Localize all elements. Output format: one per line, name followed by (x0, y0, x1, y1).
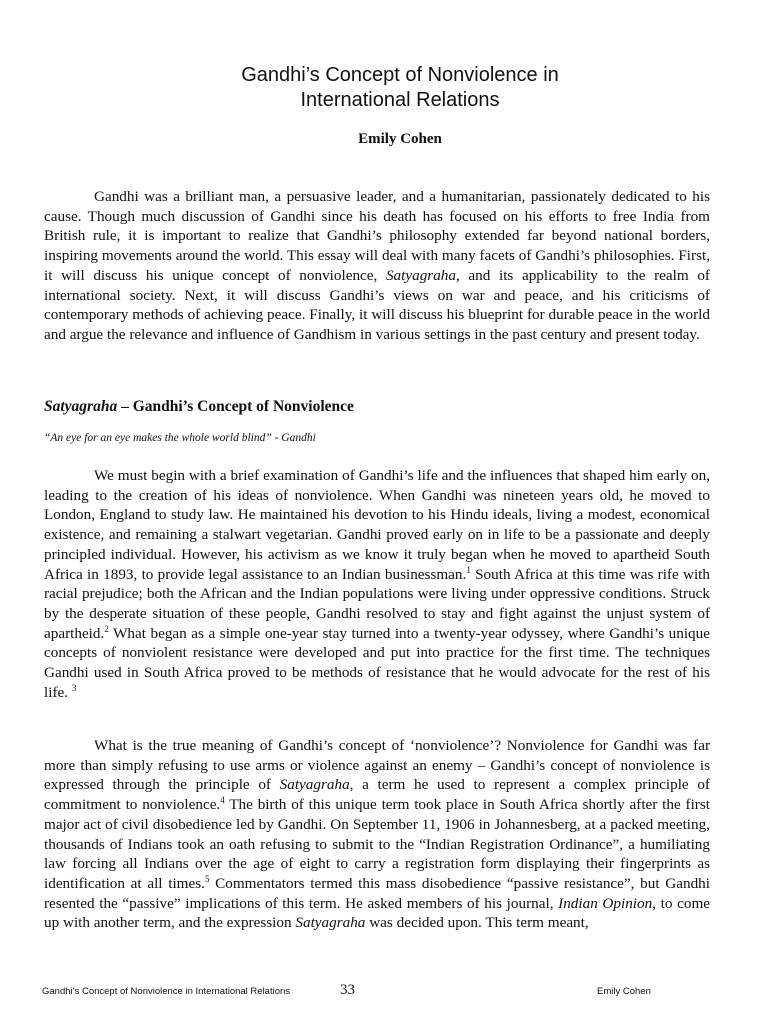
epigraph-quote: “An eye for an eye makes the whole world blind” - Gandhi (44, 432, 316, 444)
page-title (140, 63, 660, 113)
page-number: 33 (340, 982, 355, 998)
satyagraha-term: Satyagraha (385, 266, 456, 284)
section-heading: Satyagraha – Gandhi’s Concept of Nonviolence (44, 398, 354, 415)
footer-author: Emily Cohen (597, 986, 651, 997)
footnote-ref-4: 4 (220, 795, 225, 806)
intro-paragraph: Gandhi was a brilliant man, a persuasive leader, and a humanitarian, passionately dedicated to his cause. Though much discussion of Gandhi since his death has focused on his efforts to free India from British rule, it is important to realize that Gandhi’s philosophy extended far beyond national borders, inspiring movements around the world. This essay will deal with many facets of Gandhi’s philosophies. First, it will discuss his unique concept of nonviolence, Satyagraha, and its applicability to the realm of international society. Next, it will discuss Gandhi’s views on war and peace, and his criticisms of contemporary methods of achieving peace. Finally, it will discuss his blueprint for durable peace in the world and argue the relevance and influence of Gandhism in various settings in the past century and present today. (44, 188, 710, 343)
footer-running-title: Gandhi’s Concept of Nonviolence in International Relations (42, 986, 291, 997)
footnote-ref-3: 3 (71, 682, 77, 693)
author-name: Emily Cohen (358, 131, 442, 147)
footnote-ref-1: 1 (466, 564, 471, 575)
body-paragraph-3: What is the true meaning of Gandhi’s concept of ‘nonviolence’? Nonviolence for Gandhi was far more than simply refusing to use arms or violence against an enemy – Gandhi’s concept of nonviolence is expressed through the principle of Satyagraha, a term he used to represent a complex principle of commitment to nonviolence.$^4$ The birth of this unique term took place in South Africa shortly after the first major act of civil disobedience led by Gandhi. On September 11, 1906 in Johannesberg, at a packed meeting, thousands of Indians took an oath refusing to submit to the “Indian Registration Ordinance”, a humiliating law forcing all Indians over the age of eight to carry a registration form displaying their fingerprints as identification at all times.$^5$ Commentators termed this mass disobedience “passive resistance”, but Gandhi resented the “passive” implications of this term. He asked members of his journal, Indian Opinion, to come up with another term, and the expression Satyagraha was decided upon. This term meant, (44, 737, 710, 932)
footnote-ref-2: 2 (104, 623, 109, 634)
footnote-ref-5: 5 (204, 873, 210, 884)
title-line-2: International Relations (300, 89, 500, 111)
body-paragraph-2: We must begin with a brief examination of Gandhi’s life and the influences that shaped him early on, leading to the creation of his ideas of nonviolence. When Gandhi was nineteen years old, he moved to London, England to study law. He maintained his devotion to his Hindu ideals, living a modest, economical existence, and remaining a stalwart vegetarian. Gandhi proved early on in life to be a passionate and deeply principled individual. However, his activism as we know it truly began when he moved to apartheid South Africa in 1893, to provide legal assistance to an Indian businessman.$^1$ South Africa at this time was rife with racial prejudice; both the African and the Indian populations were living under oppressive conditions. Struck by the desperate situation of these people, Gandhi resolved to stay and fight against the unjust system of apartheid.$^2$ What began as a simple one-year stay turned into a twenty-year odyssey, where Gandhi’s unique concepts of nonviolent resistance were developed and put into practice for the first time. The techniques Gandhi used in South Africa proved to be methods of resistance that he would advocate for the rest of his life. $^3$ (44, 467, 710, 701)
title-line-1: Gandhi’s Concept of Nonviolence in (241, 64, 559, 86)
